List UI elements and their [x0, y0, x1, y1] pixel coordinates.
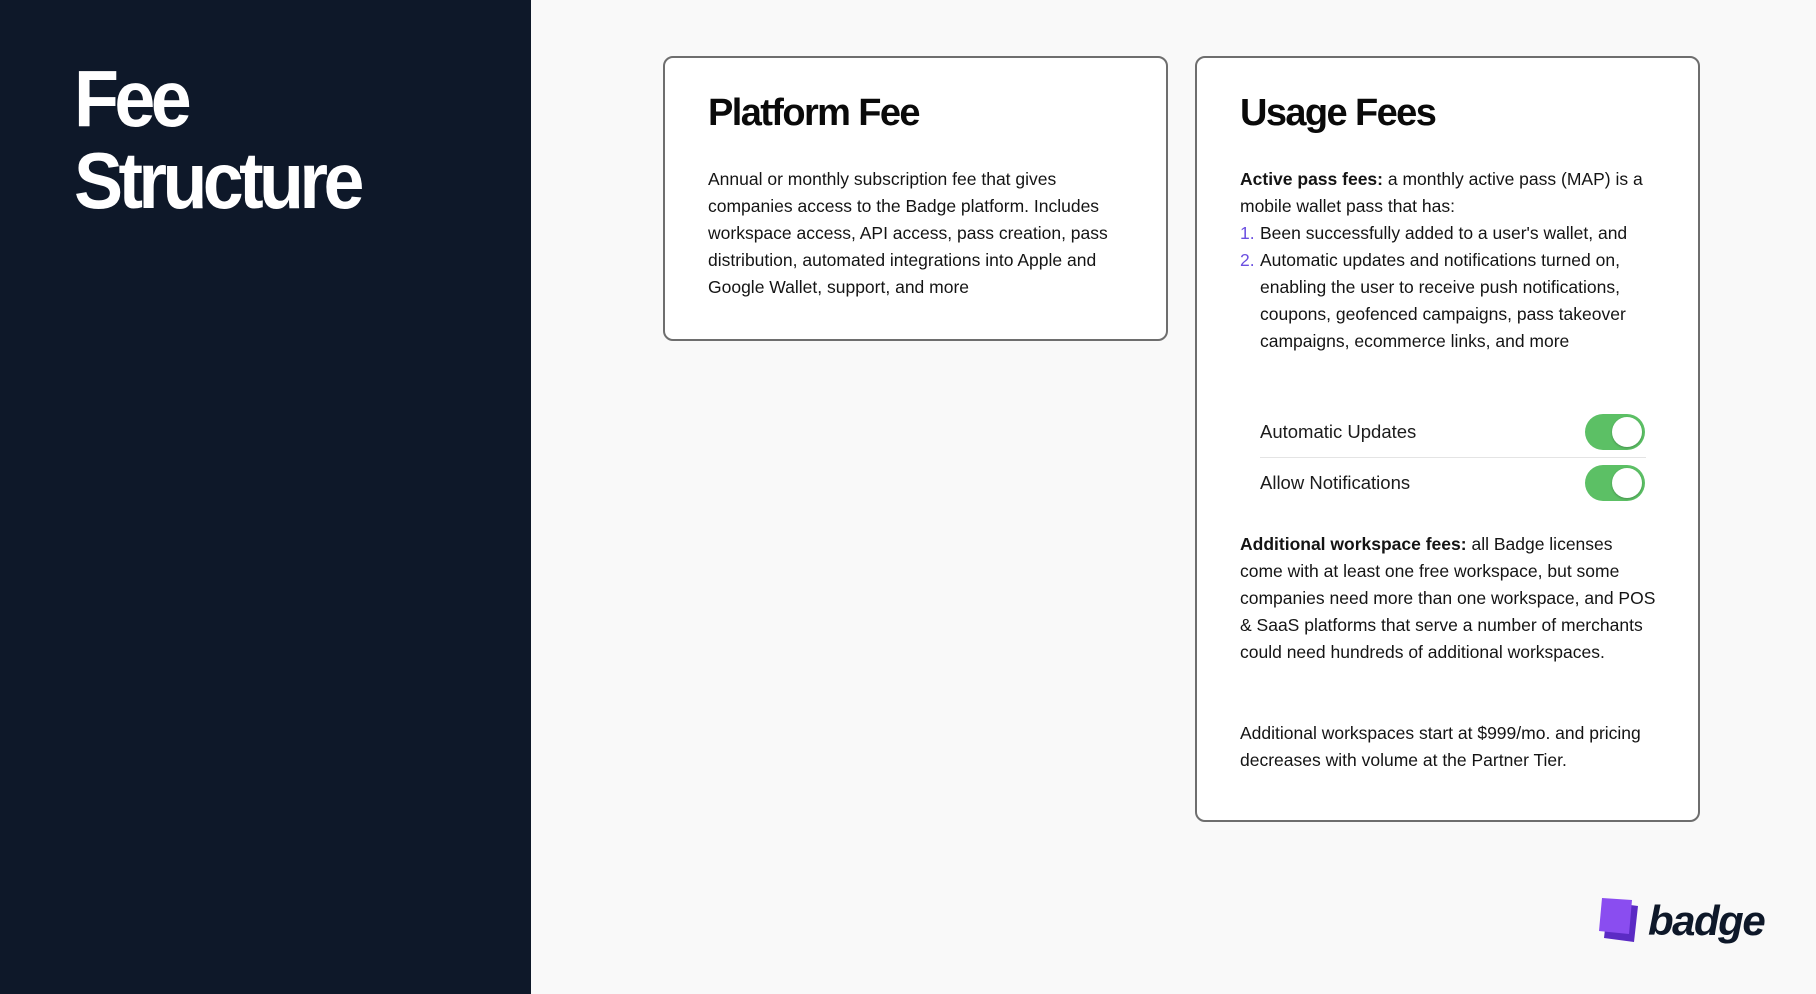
badge-logo	[1598, 895, 1764, 947]
list-item	[1240, 220, 1660, 247]
list-item-number: 1.	[1240, 223, 1255, 243]
active-pass-text: a monthly active pass (MAP) is a mobile wallet pass that has:	[1240, 169, 1643, 216]
automatic-updates-row	[1260, 407, 1646, 457]
active-pass-criteria-list	[1240, 220, 1660, 355]
active-pass-label: Active pass fees:	[1240, 169, 1383, 189]
toggle-knob	[1612, 468, 1642, 498]
list-item	[1240, 247, 1660, 355]
allow-notifications-toggle[interactable]	[1585, 465, 1645, 501]
usage-fees-title: Usage Fees	[1240, 92, 1436, 134]
workspace-fees-text: all Badge licenses come with at least one free workspace, but some companies need more than one workspace, and POS & SaaS platforms that serve a number of merchants could need hundreds of additional workspaces.	[1240, 534, 1656, 662]
toggle-knob	[1612, 417, 1642, 447]
active-pass-paragraph	[1240, 166, 1660, 220]
allow-notifications-row	[1260, 457, 1646, 508]
list-item-number: 2.	[1240, 250, 1255, 270]
title-panel	[0, 0, 531, 994]
page-title-line-1: Fee	[74, 54, 188, 143]
workspace-fees-label: Additional workspace fees:	[1240, 534, 1467, 554]
list-item-text: Been successfully added to a user's wallet, and	[1260, 223, 1628, 243]
list-item-text: Automatic updates and notifications turned on, enabling the user to receive push notifications, coupons, geofenced campaigns, pass takeover campaigns, ecommerce links, and more	[1260, 250, 1626, 351]
badge-logo-icon	[1598, 896, 1642, 946]
workspace-fees-paragraph	[1240, 531, 1660, 666]
platform-fee-description: Annual or monthly subscription fee that gives companies access to the Badge platform. Includes workspace access, API access, pass creation, pass distribution, automated integrations into Apple and Google Wallet, support, and more	[708, 169, 1108, 297]
automatic-updates-label: Automatic Updates	[1260, 421, 1417, 442]
page-title-line-2: Structure	[74, 136, 360, 225]
allow-notifications-label: Allow Notifications	[1260, 472, 1411, 493]
usage-fees-card	[1195, 56, 1700, 822]
settings-toggle-group	[1260, 407, 1646, 508]
logo-text: badge	[1648, 897, 1765, 944]
page-title	[74, 54, 360, 225]
automatic-updates-toggle[interactable]	[1585, 414, 1645, 450]
platform-fee-card	[663, 56, 1168, 341]
platform-fee-title: Platform Fee	[708, 92, 919, 134]
workspace-pricing-paragraph: Additional workspaces start at $999/mo. and pricing decreases with volume at the Partner Tier.	[1240, 723, 1641, 770]
